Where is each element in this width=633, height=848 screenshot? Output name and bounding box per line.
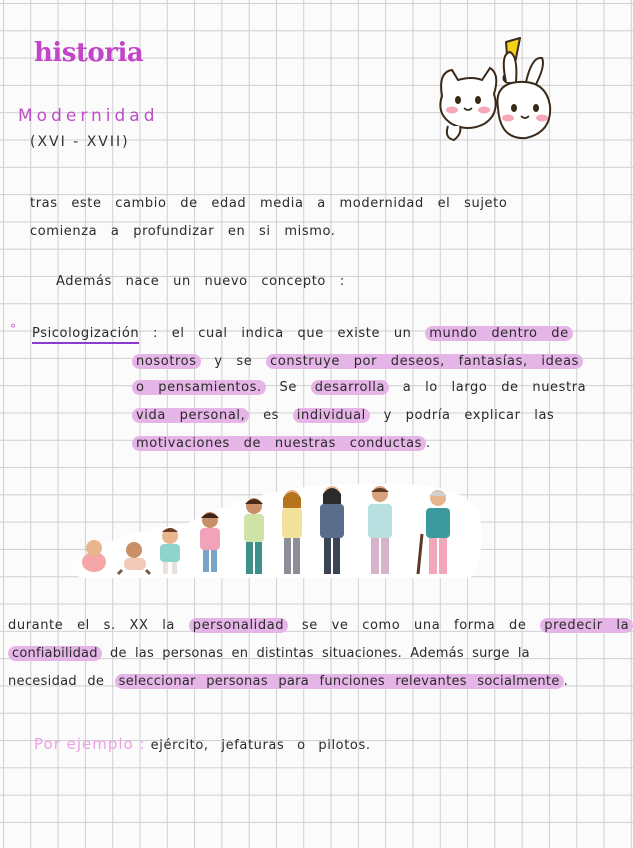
page-title: historia [34, 38, 144, 68]
psicologizacion-line-2: nosotros y se construye por deseos, fantasías, ideas [132, 354, 583, 369]
life-stages-illustration [66, 474, 486, 586]
highlight: seleccionar personas para funciones relevantes socialmente [115, 674, 564, 689]
baby-figure-icon [82, 540, 106, 572]
psicologizacion-line-5: motivaciones de nuestras conductas . [132, 436, 431, 451]
personalidad-line-2: confiabilidad de las personas en distintas situaciones. Además surge la [8, 646, 530, 661]
period-label: (XVI - XVII) [30, 134, 130, 150]
personalidad-line-3: necesidad de seleccionar personas para funciones relevantes socialmente . [8, 674, 569, 689]
section-title: Modernidad [18, 106, 159, 126]
highlight: predecir la [540, 618, 633, 633]
highlight: motivaciones de nuestras conductas [132, 436, 426, 451]
intro-line-3: Además nace un nuevo concepto : [56, 274, 345, 289]
psicologizacion-line-4: vida personal, es individual y podría explicar las [132, 408, 554, 423]
highlight: o pensamientos. [132, 380, 266, 395]
intro-line-2: comienza a profundizar en si mismo. [30, 224, 336, 239]
highlight: construye por deseos, fantasías, ideas [266, 354, 583, 369]
cat-bunny-sticker-icon [428, 34, 558, 149]
example-line [34, 734, 371, 753]
highlight: confiabilidad [8, 646, 102, 661]
bullet-marker: ° [10, 322, 16, 336]
term-psicologizacion: Psicologización [32, 326, 139, 344]
intro-line-1: tras este cambio de edad media a modernidad el sujeto [30, 196, 508, 211]
example-text: ejército, jefaturas o pilotos. [150, 738, 371, 753]
highlight: nosotros [132, 354, 201, 369]
highlight: individual [293, 408, 370, 423]
personalidad-line-1: durante el s. XX la personalidad se ve como una forma de predecir la [8, 618, 633, 633]
highlight: vida personal, [132, 408, 249, 423]
highlight: mundo dentro de [425, 326, 572, 341]
psicologizacion-line-1: Psicologización : el cual indica que existe un mundo dentro de [32, 326, 573, 341]
example-label: Por ejemplo : [34, 735, 146, 753]
psicologizacion-line-3: o pensamientos. Se desarrolla a lo largo de nuestra [132, 380, 586, 395]
highlight: personalidad [189, 618, 288, 633]
highlight: desarrolla [311, 380, 389, 395]
